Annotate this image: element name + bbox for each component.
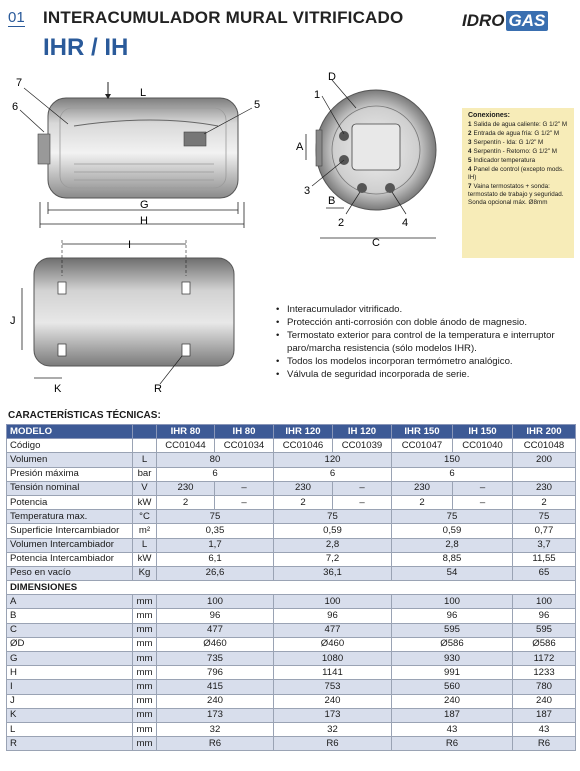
row-label: I [7, 680, 133, 694]
label-5: 5 [254, 99, 261, 111]
row-unit: kW [133, 495, 157, 509]
row-unit: mm [133, 666, 157, 680]
table-row [7, 510, 576, 524]
table-cell: 2,8 [392, 538, 513, 552]
section-number: 01 [8, 9, 25, 26]
table-cell: 0,35 [157, 524, 274, 538]
connection-item [468, 130, 568, 138]
front-view-diagram [292, 68, 452, 248]
feature-item: • Válvula de seguridad incorporada de serie. [276, 369, 576, 382]
row-label: L [7, 722, 133, 736]
row-unit: mm [133, 680, 157, 694]
table-cell: Ø586 [392, 637, 513, 651]
table-cell: IH 80 [215, 425, 274, 439]
table-row [7, 708, 576, 722]
table-cell: 1080 [274, 652, 392, 666]
row-unit [133, 439, 157, 453]
page-subtitle: IHR / IH [43, 34, 129, 61]
table-cell: IHR 80 [157, 425, 215, 439]
table-row [7, 552, 576, 566]
label-h: H [140, 215, 148, 227]
table-cell: CC01040 [453, 439, 513, 453]
feature-item: • Termostato exterior para control de la temperatura e interruptor paro/marcha resistencia (sólo modelos IHR). [276, 330, 576, 356]
table-cell: 1,7 [157, 538, 274, 552]
row-label: MODELO [7, 425, 133, 439]
bottom-view-diagram [4, 236, 266, 396]
row-label: R [7, 737, 133, 751]
table-cell: 8,85 [392, 552, 513, 566]
table-row [7, 680, 576, 694]
table-row [7, 652, 576, 666]
features-list [276, 304, 576, 381]
table-cell: 780 [513, 680, 576, 694]
row-unit: °C [133, 510, 157, 524]
table-cell: 96 [392, 609, 513, 623]
connection-item [468, 157, 568, 165]
table-cell: 96 [274, 609, 392, 623]
table-cell: 477 [157, 623, 274, 637]
table-cell: 2 [513, 495, 576, 509]
table-cell: – [333, 481, 392, 495]
table-cell: IHR 150 [392, 425, 453, 439]
table-cell: 753 [274, 680, 392, 694]
table-cell: 75 [392, 510, 513, 524]
connection-number: 1 [468, 121, 472, 128]
feature-item: • Protección anti-corrosión con doble ánodo de magnesio. [276, 317, 576, 330]
connections-box [462, 108, 574, 258]
table-cell: – [215, 481, 274, 495]
table-row [7, 495, 576, 509]
table-cell: 6 [274, 467, 392, 481]
logo-text-part1: IDRO [462, 11, 505, 30]
label-3: 3 [304, 185, 311, 197]
table-cell: 991 [392, 666, 513, 680]
row-label: A [7, 595, 133, 609]
table-cell: – [215, 495, 274, 509]
table-cell: 32 [157, 722, 274, 736]
table-cell: 240 [392, 694, 513, 708]
tech-specs-title: CARACTERÍSTICAS TÉCNICAS: [8, 410, 161, 421]
table-row [7, 566, 576, 580]
connection-text: Serpentín - Ida: G 1/2" M [473, 139, 544, 146]
connection-number: 5 [468, 157, 472, 164]
table-cell: 100 [274, 595, 392, 609]
table-cell: 32 [274, 722, 392, 736]
label-6: 6 [12, 101, 19, 113]
brand-logo [462, 10, 548, 32]
table-cell: IHR 200 [513, 425, 576, 439]
row-label: Potencia [7, 495, 133, 509]
row-unit: mm [133, 694, 157, 708]
row-label: H [7, 666, 133, 680]
row-unit: mm [133, 595, 157, 609]
table-cell: 187 [392, 708, 513, 722]
table-cell: 100 [157, 595, 274, 609]
label-k: K [54, 383, 62, 395]
table-row [7, 467, 576, 481]
table-cell: 43 [392, 722, 513, 736]
table-row [7, 453, 576, 467]
row-label: C [7, 623, 133, 637]
table-row [7, 595, 576, 609]
row-label: Superficie Intercambiador [7, 524, 133, 538]
table-cell: 150 [392, 453, 513, 467]
label-4: 4 [402, 217, 409, 229]
row-unit: kW [133, 552, 157, 566]
table-cell: 230 [157, 481, 215, 495]
table-cell: 230 [392, 481, 453, 495]
table-cell: – [453, 481, 513, 495]
row-unit: mm [133, 722, 157, 736]
row-unit: V [133, 481, 157, 495]
table-cell: 65 [513, 566, 576, 580]
connection-number: 3 [468, 139, 472, 146]
connection-number: 7 [468, 183, 472, 190]
table-cell: 240 [513, 694, 576, 708]
specs-table [6, 424, 576, 751]
table-row [7, 439, 576, 453]
table-cell: 96 [157, 609, 274, 623]
table-cell [513, 467, 576, 481]
table-cell: 11,55 [513, 552, 576, 566]
label-r: R [154, 383, 162, 395]
table-cell: 75 [157, 510, 274, 524]
row-unit: mm [133, 609, 157, 623]
table-row [7, 623, 576, 637]
table-cell: Ø586 [513, 637, 576, 651]
table-cell: R6 [157, 737, 274, 751]
connections-title: Conexiones: [468, 112, 511, 119]
row-label: Volumen Intercambiador [7, 538, 133, 552]
table-row [7, 694, 576, 708]
connection-item [468, 121, 568, 129]
table-cell: 2 [392, 495, 453, 509]
connection-text: Panel de control (excepto mods. IH) [468, 166, 564, 181]
table-cell: CC01044 [157, 439, 215, 453]
label-j: J [10, 315, 16, 327]
table-cell: 75 [274, 510, 392, 524]
table-row [7, 425, 576, 439]
row-label: K [7, 708, 133, 722]
table-row [7, 481, 576, 495]
row-label: Presión máxima [7, 467, 133, 481]
label-c: C [372, 237, 380, 248]
row-label: ØD [7, 637, 133, 651]
table-row [7, 737, 576, 751]
table-cell: CC01048 [513, 439, 576, 453]
row-unit: L [133, 538, 157, 552]
table-cell: IH 120 [333, 425, 392, 439]
table-cell: CC01034 [215, 439, 274, 453]
table-cell: R6 [392, 737, 513, 751]
table-cell: 6 [392, 467, 513, 481]
table-cell: 100 [513, 595, 576, 609]
table-cell: 96 [513, 609, 576, 623]
table-cell: 0,59 [274, 524, 392, 538]
table-cell: 173 [157, 708, 274, 722]
connection-number: 4 [468, 166, 472, 173]
logo-text-part2: GAS [506, 11, 549, 31]
label-i: I [128, 239, 132, 251]
table-cell: 3,7 [513, 538, 576, 552]
table-cell: 43 [513, 722, 576, 736]
table-cell: 1172 [513, 652, 576, 666]
table-row [7, 524, 576, 538]
row-label: Código [7, 439, 133, 453]
table-cell: 7,2 [274, 552, 392, 566]
table-cell: 1141 [274, 666, 392, 680]
row-unit [133, 425, 157, 439]
table-cell: 2 [274, 495, 333, 509]
table-cell: 240 [157, 694, 274, 708]
table-cell: 80 [157, 453, 274, 467]
table-cell: Ø460 [274, 637, 392, 651]
connection-number: 2 [468, 130, 472, 137]
table-row [7, 666, 576, 680]
table-cell: 415 [157, 680, 274, 694]
connection-number: 4 [468, 148, 472, 155]
table-cell: 595 [392, 623, 513, 637]
table-cell: 187 [513, 708, 576, 722]
table-cell: 36,1 [274, 566, 392, 580]
row-label: Tensión nominal [7, 481, 133, 495]
row-unit: mm [133, 652, 157, 666]
row-label: Volumen [7, 453, 133, 467]
table-cell: 560 [392, 680, 513, 694]
table-cell: R6 [513, 737, 576, 751]
table-cell: Ø460 [157, 637, 274, 651]
table-cell: IHR 120 [274, 425, 333, 439]
table-cell: 477 [274, 623, 392, 637]
row-unit: mm [133, 737, 157, 751]
connection-text: Salida de agua caliente: G 1/2" M [473, 121, 568, 128]
connection-text: Serpentín - Retorno: G 1/2" M [473, 148, 557, 155]
connection-item [468, 183, 568, 207]
table-cell: 930 [392, 652, 513, 666]
connection-item [468, 166, 568, 182]
side-view-diagram [4, 68, 266, 232]
label-7: 7 [16, 77, 23, 89]
table-cell: 0,59 [392, 524, 513, 538]
table-cell: CC01039 [333, 439, 392, 453]
label-2: 2 [338, 217, 345, 229]
connection-item [468, 139, 568, 147]
table-cell: 173 [274, 708, 392, 722]
table-cell: IH 150 [453, 425, 513, 439]
table-cell: 120 [274, 453, 392, 467]
table-cell: 2 [157, 495, 215, 509]
table-cell: 100 [392, 595, 513, 609]
connections-list [468, 121, 568, 207]
table-row [7, 538, 576, 552]
row-label: B [7, 609, 133, 623]
connection-text: Indicador temperatura [473, 157, 536, 164]
table-cell: 230 [274, 481, 333, 495]
label-b: B [328, 195, 336, 207]
row-unit: mm [133, 623, 157, 637]
table-cell: 75 [513, 510, 576, 524]
table-cell: 200 [513, 453, 576, 467]
table-cell: 6,1 [157, 552, 274, 566]
row-unit: mm [133, 637, 157, 651]
row-unit: L [133, 453, 157, 467]
label-a: A [296, 141, 304, 153]
label-g: G [140, 199, 149, 211]
row-unit: bar [133, 467, 157, 481]
table-cell: 26,6 [157, 566, 274, 580]
connection-text: Entrada de agua fría: G 1/2" M [473, 130, 560, 137]
connection-item [468, 148, 568, 156]
table-cell: 595 [513, 623, 576, 637]
row-unit: mm [133, 708, 157, 722]
table-cell: R6 [274, 737, 392, 751]
row-label: Potencia Intercambiador [7, 552, 133, 566]
table-cell: – [333, 495, 392, 509]
page-title: INTERACUMULADOR MURAL VITRIFICADO [43, 8, 404, 27]
table-cell: CC01046 [274, 439, 333, 453]
table-cell: 54 [392, 566, 513, 580]
table-row [7, 637, 576, 651]
table-cell: 2,8 [274, 538, 392, 552]
row-unit: Kg [133, 566, 157, 580]
row-label: J [7, 694, 133, 708]
connection-text: Vaina termostatos + sonda: termostato de trabajo y seguridad. Sonda opcional máx. Ø8mm [468, 183, 564, 206]
table-cell: 735 [157, 652, 274, 666]
table-cell: CC01047 [392, 439, 453, 453]
row-label: Peso en vacío [7, 566, 133, 580]
feature-item: • Todos los modelos incorporan termómetro analógico. [276, 356, 576, 369]
table-cell: 1233 [513, 666, 576, 680]
dimensions-title: DIMENSIONES [7, 581, 576, 595]
table-row [7, 609, 576, 623]
row-label: Temperatura max. [7, 510, 133, 524]
row-label: G [7, 652, 133, 666]
label-l: L [140, 87, 147, 99]
table-cell: 0,77 [513, 524, 576, 538]
table-cell: 796 [157, 666, 274, 680]
label-d: D [328, 71, 336, 83]
table-row [7, 722, 576, 736]
feature-item: • Interacumulador vitrificado. [276, 304, 576, 317]
table-cell: 240 [274, 694, 392, 708]
table-cell: 6 [157, 467, 274, 481]
dimensions-header-row [7, 581, 576, 595]
label-1: 1 [314, 89, 321, 101]
table-cell: – [453, 495, 513, 509]
row-unit: m² [133, 524, 157, 538]
table-cell: 230 [513, 481, 576, 495]
